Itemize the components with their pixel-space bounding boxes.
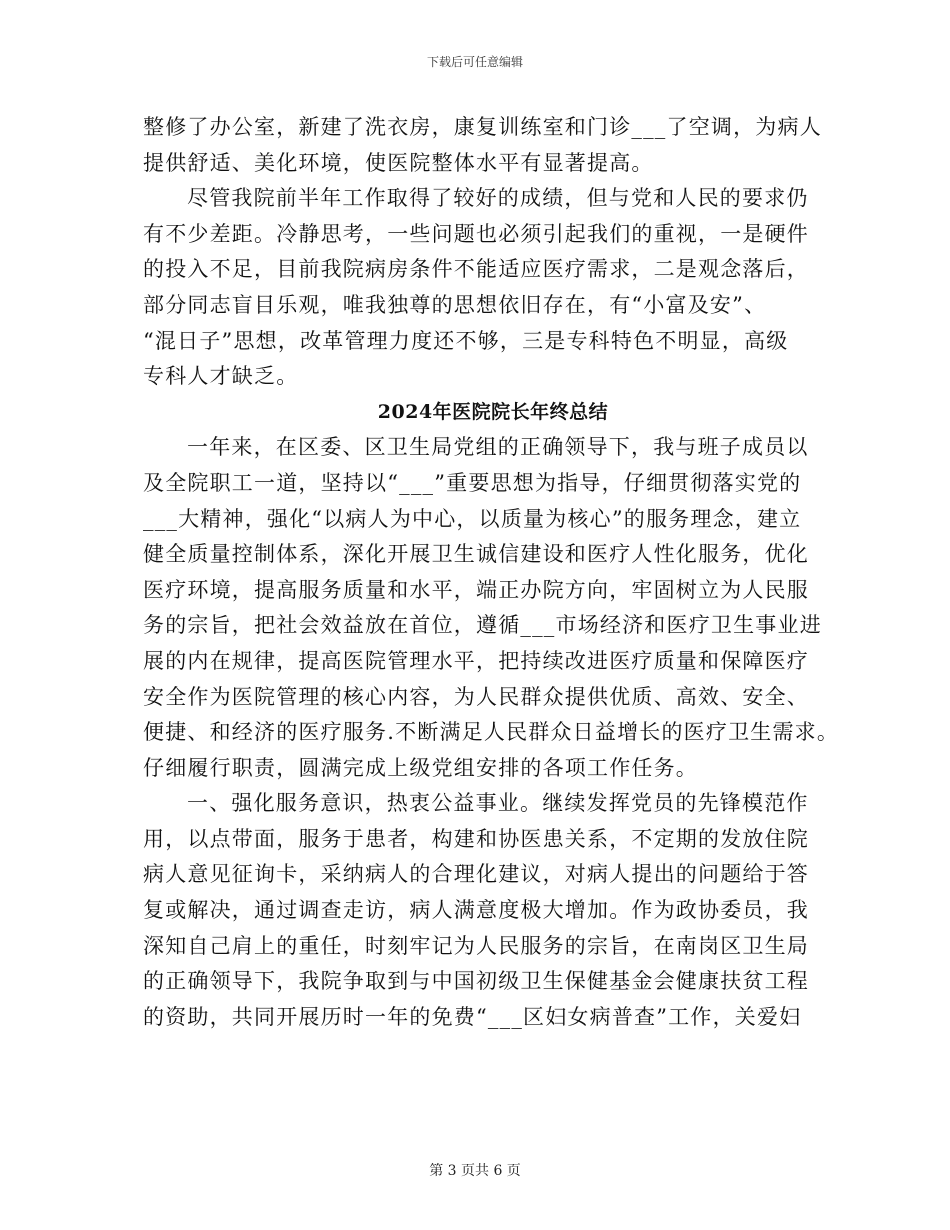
- text-line: 部分同志盲目乐观，唯我独尊的思想依旧存在，有“小富及安”、: [143, 292, 767, 317]
- text-line: 务的宗旨，把社会效益放在首位，遵循___市场经济和医疗卫生事业进: [143, 613, 822, 638]
- text-line: 安全作为医院管理的核心内容，为人民群众提供优质、高效、安全、: [143, 684, 809, 709]
- text-line: 用，以点带面，服务于患者，构建和协医患关系，不定期的发放住院: [143, 826, 809, 851]
- text-line: 仔细履行职责，圆满完成上级党组安排的各项工作任务。: [143, 755, 698, 780]
- text-line: 有不少差距。冷静思考，一些问题也必须引起我们的重视，一是硬件: [143, 221, 809, 246]
- text-line: 便捷、和经济的医疗服务.不断满足人民群众日益增长的医疗卫生需求。: [143, 720, 840, 745]
- text-line: 健全质量控制体系，深化开展卫生诚信建设和医疗人性化服务，优化: [143, 542, 809, 567]
- text-line: ___大精神，强化“以病人为中心，以质量为核心”的服务理念，建立: [143, 506, 802, 531]
- paragraph-start-line: 一年来，在区委、区卫生局党组的正确领导下，我与班子成员以: [187, 435, 809, 460]
- text-line: 深知自己肩上的重任，时刻牢记为人民服务的宗旨，在南岗区卫生局: [143, 933, 809, 958]
- paragraph-start-line: 一、强化服务意识，热衷公益事业。继续发挥党员的先锋模范作: [187, 791, 809, 816]
- text-line: 及全院职工一道，坚持以“___”重要思想为指导，仔细贯彻落实党的: [143, 470, 802, 495]
- text-line: 的正确领导下，我院争取到与中国初级卫生保健基金会健康扶贫工程: [143, 969, 809, 994]
- text-line: “混日子”思想，改革管理力度还不够，三是专科特色不明显，高级: [143, 328, 789, 353]
- text-line: 医疗环境，提高服务质量和水平，端正办院方向，牢固树立为人民服: [143, 577, 809, 602]
- section-title: 2024年医院院长年终总结: [377, 400, 609, 423]
- page-header: 下载后可任意编辑: [426, 55, 523, 69]
- document-body: [143, 110, 840, 1035]
- text-line: 展的内在规律，提高医院管理水平，把持续改进医疗质量和保障医疗: [143, 648, 809, 673]
- page-footer: 第 3 页共 6 页: [429, 1163, 521, 1179]
- paragraph-start-line: 尽管我院前半年工作取得了较好的成绩，但与党和人民的要求仍: [187, 186, 809, 211]
- text-line: 整修了办公室，新建了洗衣房，康复训练室和门诊___了空调，为病人: [143, 115, 822, 139]
- text-line: 提供舒适、美化环境，使医院整体水平有显著提高。: [143, 150, 654, 175]
- text-line: 病人意见征询卡，采纳病人的合理化建议，对病人提出的问题给于答: [143, 862, 809, 887]
- text-line: 复或解决，通过调查走访，病人满意度极大增加。作为政协委员，我: [143, 898, 809, 923]
- text-line: 的投入不足，目前我院病房条件不能适应医疗需求，二是观念落后，: [143, 257, 809, 282]
- text-line: 专科人才缺乏。: [143, 364, 299, 389]
- text-line: 的资助，共同开展历时一年的免费“___区妇女病普查”工作，关爱妇: [143, 1004, 802, 1029]
